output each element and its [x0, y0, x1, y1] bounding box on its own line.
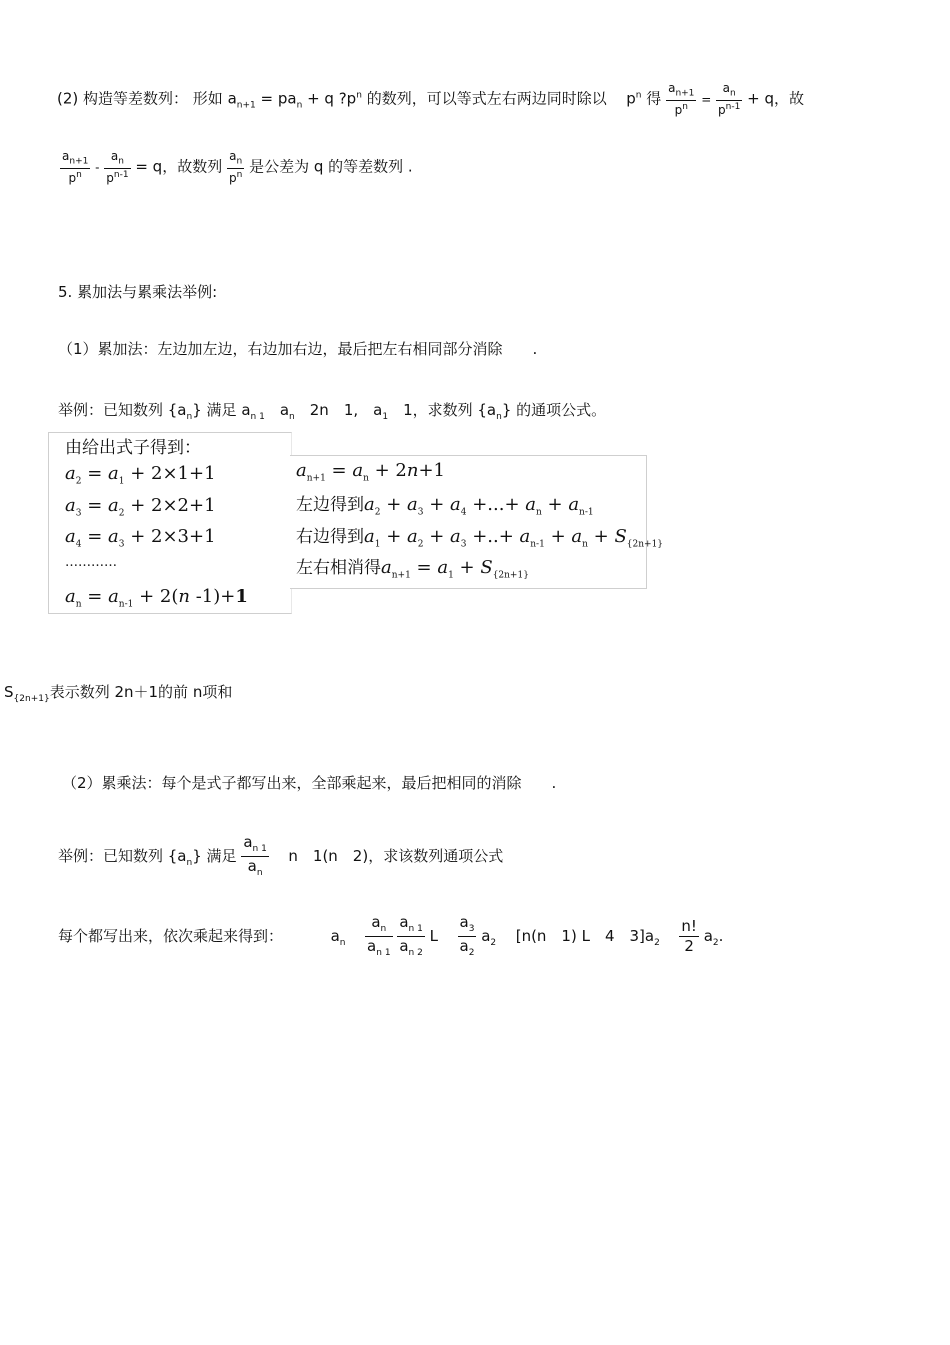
mul-example-line: 举例：已知数列 $\{a_n\}$ 满足 $\frac{a_{n 1}}{a_n}$ n 1(n 2)，求该数列通项公式: [58, 833, 504, 878]
mul-method-desc: （2）累乘法：每个是式子都写出来，全部乘起来，最后把相同的消除 .: [62, 774, 557, 792]
add-method-desc: （1）累加法：左边加左边，右边加右边，最后把左右相同部分消除 .: [58, 340, 538, 358]
mul-result-line: 每个都写出来，依次乘起来得到： $a_n$ $\frac{a_n}{a_{n 1}}$ $\frac{a_{n 1}}{a_{n 2}}$ L $\frac{a_3}{a_2}$ $a_2$ [n(n 1) L 4 $3]a_2$ $\frac{n!}{2}$ $a_2$.: [58, 913, 724, 958]
derivation-image-left: 由给出式子得到： $a_2 = a_1 + 2\times 1+1$ $a_3 = a_2 + 2\times 2+1$ $a_4 = a_3 + 2\times 3+1$ ………… $a_n = a_{n-1} + 2(n$ -1)+1: [48, 432, 292, 614]
fraction-an-pn1: $\frac{a_n}{p^{n-1}}$: [718, 81, 741, 118]
section-title: 5. 累加法与累乘法举例:: [58, 283, 218, 301]
construct-intro: (2) 构造等差数列： 形如: [57, 89, 223, 108]
construct-formula-line: (2) 构造等差数列： 形如 $a_{n+1} = pa_n + q$ $?p^n$ 的数列，可以等式左右两边同时除以 $p^n$ 得 $\frac{a_{n+1}}{p^n}$ = $\frac{a_n}{p^{n-1}}$ + q，故: [57, 81, 804, 118]
derivation-image-right: $a_{n+1} = a_n + 2n+1$ 左边得到$a_2 + a_3 + a_4$ +...+ $a_n + a_{n-1}$ 右边得到$a_1 + a_2 + a_3$ +..+ $a_{n-1} + a_n + S_{\{2n+1\}}$ 左右相消得$a_{n+1} = a_1 + S_{\{2n+1\}}$: [290, 455, 647, 589]
add-example-line: 举例：已知数列 $\{a_n\}$ 满足 $a_{n 1}$ $a_n$ 2n 1, $a_1$ 1，求数列 $\{a_n\}$ 的通项公式。: [58, 401, 607, 422]
construct-conclusion-line: $\frac{a_{n+1}}{p^n}$ - $\frac{a_n}{p^{n-1}}$ = q，故数列 $\frac{a_n}{p^n}$ 是公差为 q 的等差数列 .: [62, 149, 413, 186]
s-note: $S_{\{2n+1\}}$表示数列 2n＋1的前 n项和: [4, 683, 233, 704]
fraction-an1-pn: $\frac{a_{n+1}}{p^n}$: [668, 81, 695, 118]
